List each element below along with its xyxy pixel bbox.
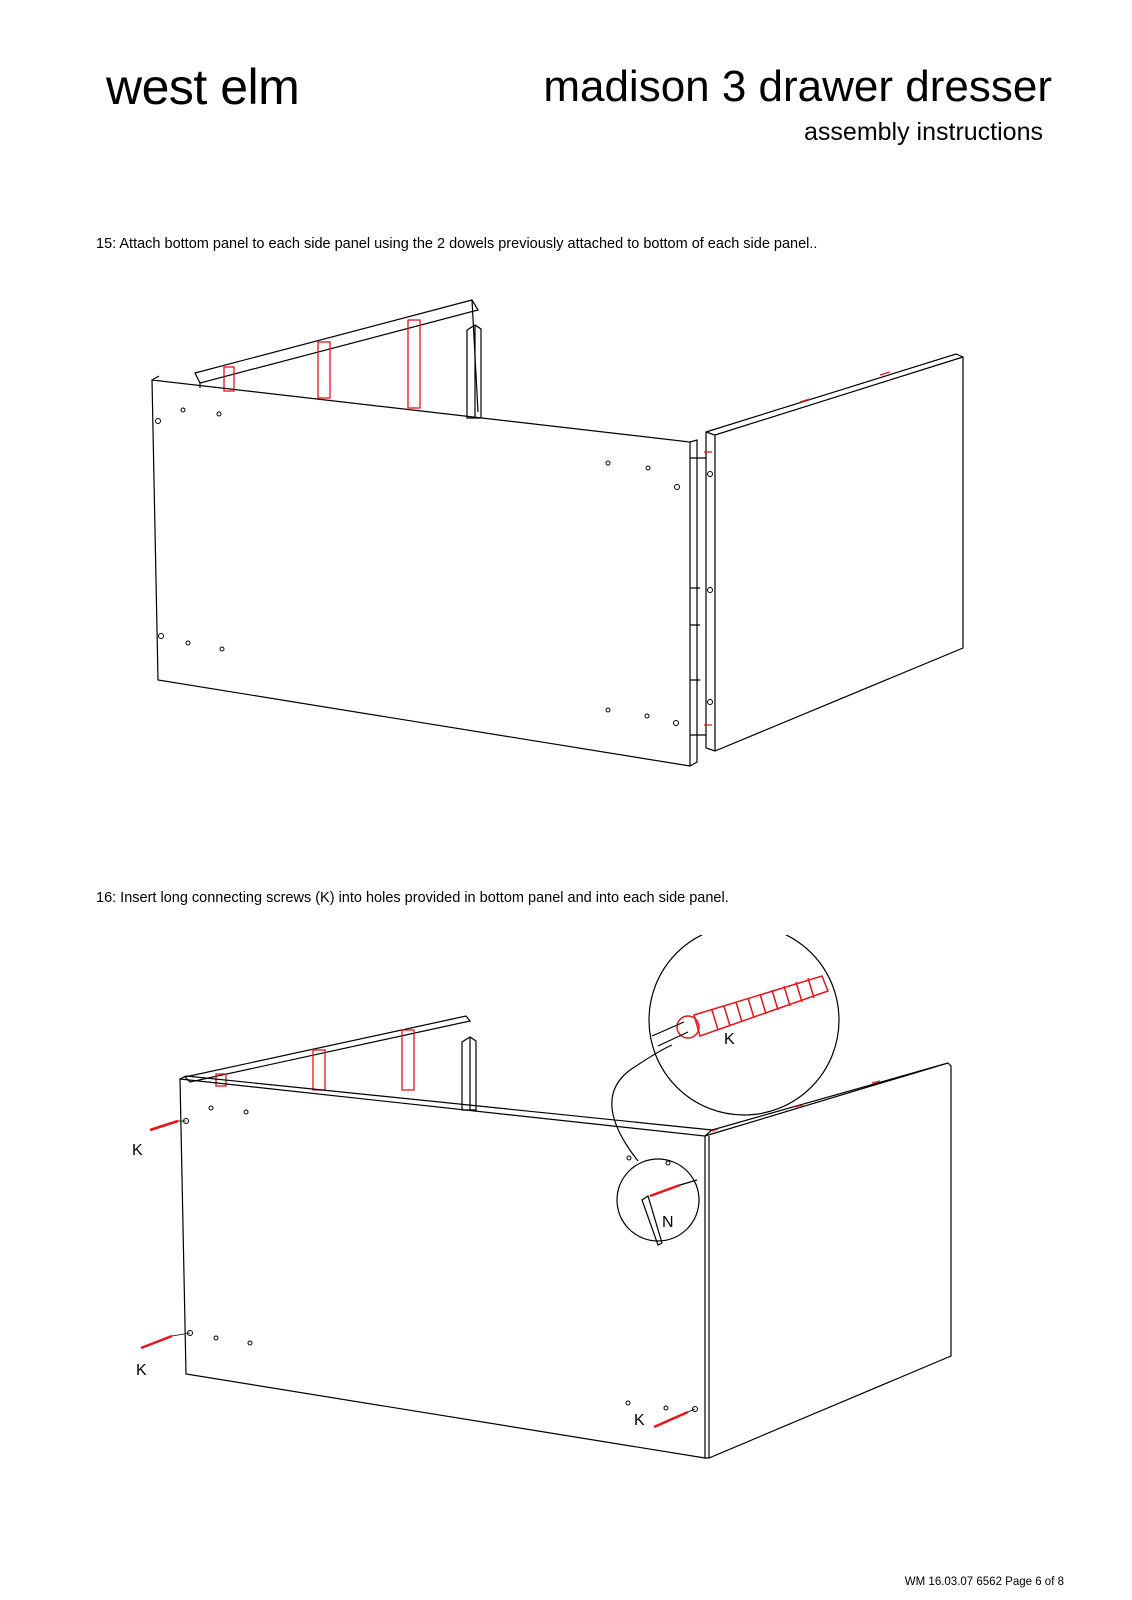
drawer-rails: [216, 1030, 414, 1090]
front-panel: [152, 376, 697, 766]
page-subtitle: assembly instructions: [804, 118, 1043, 146]
step-15-instruction: 15: Attach bottom panel to each side panel using the 2 dowels previously attached to bottom of each side panel..: [96, 236, 818, 252]
side-panel-holes: [708, 472, 713, 705]
front-panel-holes: [156, 408, 680, 726]
step-16-instruction: 16: Insert long connecting screws (K) into holes provided in bottom panel and into each side panel.: [96, 890, 729, 906]
bottom-panel-edge: [690, 458, 706, 735]
side-panel: [706, 354, 963, 751]
brand-logo: west elm: [106, 59, 300, 115]
screw-detail: [677, 976, 828, 1038]
back-panel: [195, 300, 478, 412]
callout-connector: [612, 1045, 672, 1161]
page-title: madison 3 drawer dresser: [543, 62, 1052, 111]
page-footer: WM 16.03.07 6562 Page 6 of 8: [904, 1576, 1064, 1588]
detail-screw-label-k: K: [724, 1031, 735, 1048]
screw-label-k: K: [634, 1412, 645, 1429]
step-15-illustration: [0, 290, 1132, 810]
connecting-screws: [141, 1121, 688, 1427]
screw-label-k: K: [136, 1362, 147, 1379]
side-panel: [705, 1063, 951, 1458]
front-post: [462, 1037, 476, 1110]
front-panel: [180, 1076, 712, 1458]
screw-label-k: K: [132, 1142, 143, 1159]
front-panel-holes: [184, 1106, 698, 1412]
step-16-illustration: [0, 935, 1132, 1500]
allen-key-label-n: N: [662, 1214, 674, 1231]
allen-key-detail: [652, 1022, 688, 1046]
back-panel: [185, 1016, 470, 1082]
dowels: [704, 372, 890, 725]
